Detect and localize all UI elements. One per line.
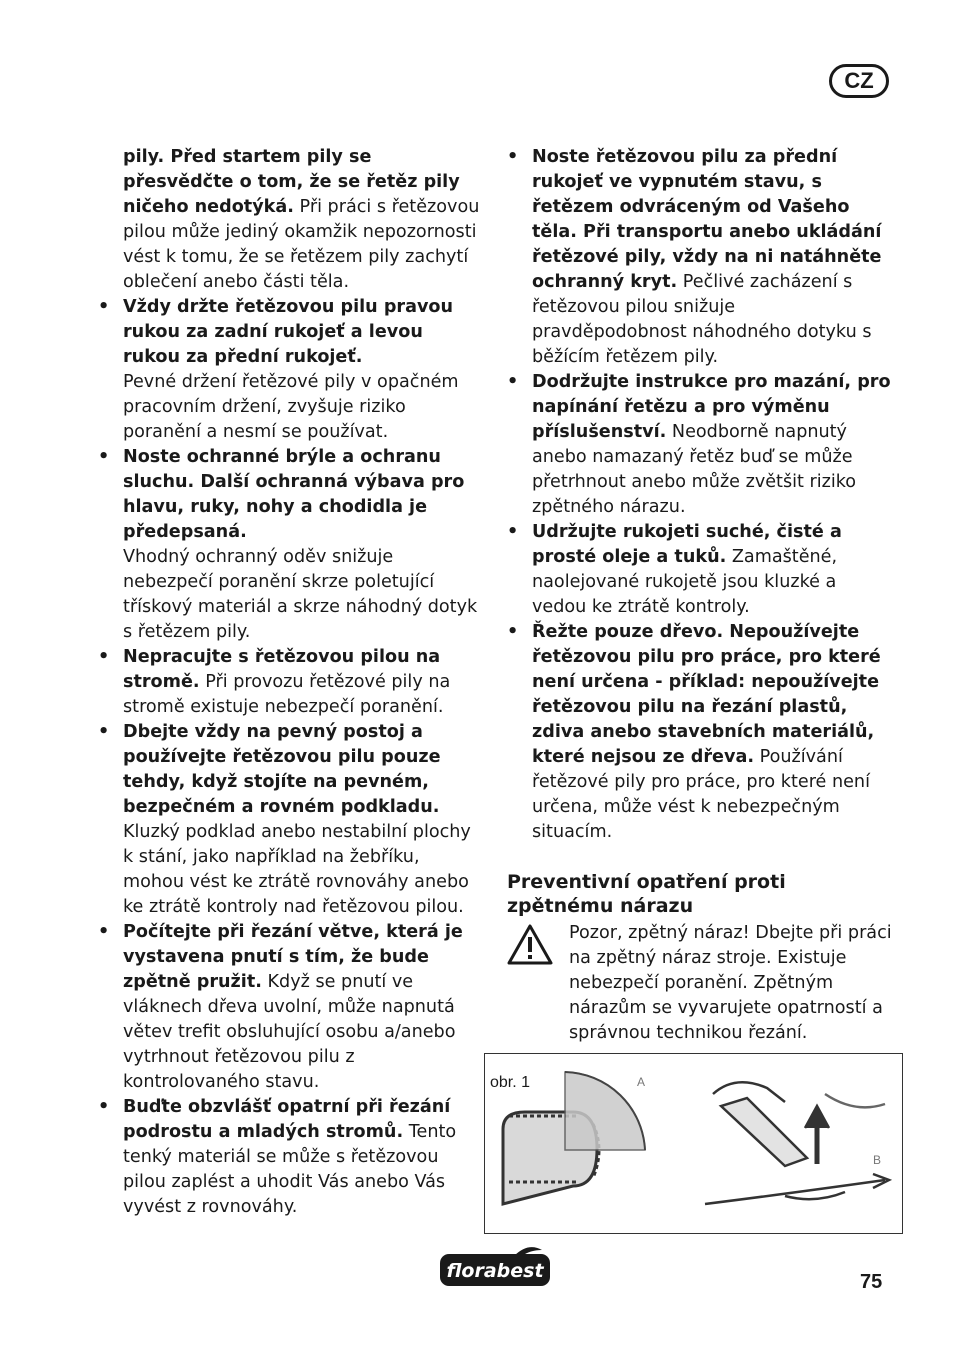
warning-block — [507, 921, 892, 1046]
logo-text: florabest — [446, 1260, 544, 1282]
language-badge: CZ — [829, 64, 889, 98]
zone-mark-b: B — [873, 1153, 882, 1167]
list-item: • Dbejte vždy na pevný postoj a používejte řetězovou pilu pouze tehdy, když stojíte na pevném, bezpečném a rovném podkladu. Kluzký podklad anebo nestabilní plochy k stání, jako například na žebříku, mohou vést ke ztrátě rovnováhy anebo ke ztrátě kontroly nad řetězovou pilou. — [98, 722, 471, 917]
bullet-icon: • — [98, 447, 110, 467]
bullet-icon: • — [98, 922, 110, 942]
list-item: • Počítejte při řezání větve, která je vystavena pnutí s tím, že bude zpětně pružit. Když se pnutí ve vláknech dřeva uvolní, může napnutá větev trefit obsluhující osobu a/anebo vytrhnout řetězovou pilu z kontrolovaného stavu. — [98, 922, 463, 1092]
bullet-icon: • — [98, 297, 110, 317]
list-item: • Dodržujte instrukce pro mazání, pro napínání řetězu a pro výměnu příslušenství. Neodborně napnutý anebo namazaný řetěz buď se může přetrhnout anebo může zvětšit riziko zpětného nárazu. — [507, 372, 891, 517]
right-column — [507, 145, 892, 845]
bullet-icon: • — [507, 522, 519, 542]
figure-box — [484, 1053, 903, 1234]
bullet-icon: • — [507, 622, 519, 642]
bullet-icon: • — [98, 647, 110, 667]
list-item: • Buďte obzvlášť opatrní při řezání podrostu a mladých stromů. Tento tenký materiál se může s řetězovou pilou zaplést a uhodit Vás anebo Vás vyvést z rovnováhy. — [98, 1097, 457, 1217]
zone-mark-a: A — [637, 1075, 646, 1089]
bullet-icon: • — [507, 147, 519, 167]
bullet-icon: • — [507, 372, 519, 392]
bullet-icon: • — [98, 722, 110, 742]
list-item: • Noste ochranné brýle a ochranu sluchu. Další ochranná výbava pro hlavu, ruky, nohy a chodidla je předepsaná. Vhodný ochranný oděv snižuje nebezpečí poranění skrze poletující třískový materiál a skrze náhodný dotyk s řetězem pily. — [98, 447, 478, 642]
warning-triangle-icon — [507, 923, 553, 965]
list-item: • Vždy držte řetězovou pilu pravou rukou za zadní rukojeť a levou rukou za přední rukojeť. Pevné držení řetězové pily v opačném pracovním držení, zvyšuje riziko poranění a nesmí se používat. — [98, 297, 459, 442]
warning-text: Pozor, zpětný náraz! Dbejte při práci na zpětný náraz stroje. Existuje nebezpečí poranění. Zpětným nárazům se vyvarujete opatrností a správnou technikou řezání. — [569, 923, 892, 1043]
figure-label: obr. 1 — [490, 1074, 531, 1091]
kickback-illustration — [485, 1054, 901, 1232]
list-item: • Udržujte rukojeti suché, čisté a prosté oleje a tuků. Zamaštěné, naolejované rukojetě jsou kluzké a vedou ke ztrátě kontroly. — [507, 522, 842, 617]
list-item: • Noste řetězovou pilu za přední rukojeť ve vypnutém stavu, s řetězem odvráceným od Vašeho těla. Při transportu anebo ukládání řetězové pily, vždy na ni natáhněte ochranný kryt. Pečlivé zacházení s řetězovou pilou snižuje pravděpodobnost náhodného dotyku s běžícím řetězem pily. — [507, 147, 882, 367]
intro-paragraph — [98, 145, 483, 295]
page-number: 75 — [860, 1271, 883, 1293]
left-column — [98, 145, 483, 1220]
list-item: • Nepracujte s řetězovou pilou na stromě. Při provozu řetězové pily na stromě existuje nebezpečí poranění. — [98, 647, 451, 717]
list-item: • Řežte pouze dřevo. Nepoužívejte řetězovou pilu pro práce, pro které není určena - příklad: nepoužívejte řetězovou pilu na řezání plastů, zdiva anebo stavebních materiálů, které nejsou ze dřeva. Používání řetězové pily pro práce, pro které není určena, může vést k nebezpečným situacím. — [507, 622, 881, 842]
florabest-logo — [438, 1244, 552, 1290]
section-title: Preventivní opatření proti zpětnému nárazu — [507, 871, 786, 917]
kickback-scene — [705, 1082, 889, 1204]
intro-text: Při práci s řetězovou pilou může jediný okamžik nepozornosti vést k tomu, že se řetězem pily zachytí oblečení anebo části těla. — [123, 197, 480, 292]
intro-bold: pily. Před startem pily se přesvědčte o tom, že se řetěz pily ničeho nedotýká. — [123, 147, 460, 217]
bullet-icon: • — [98, 1097, 110, 1117]
